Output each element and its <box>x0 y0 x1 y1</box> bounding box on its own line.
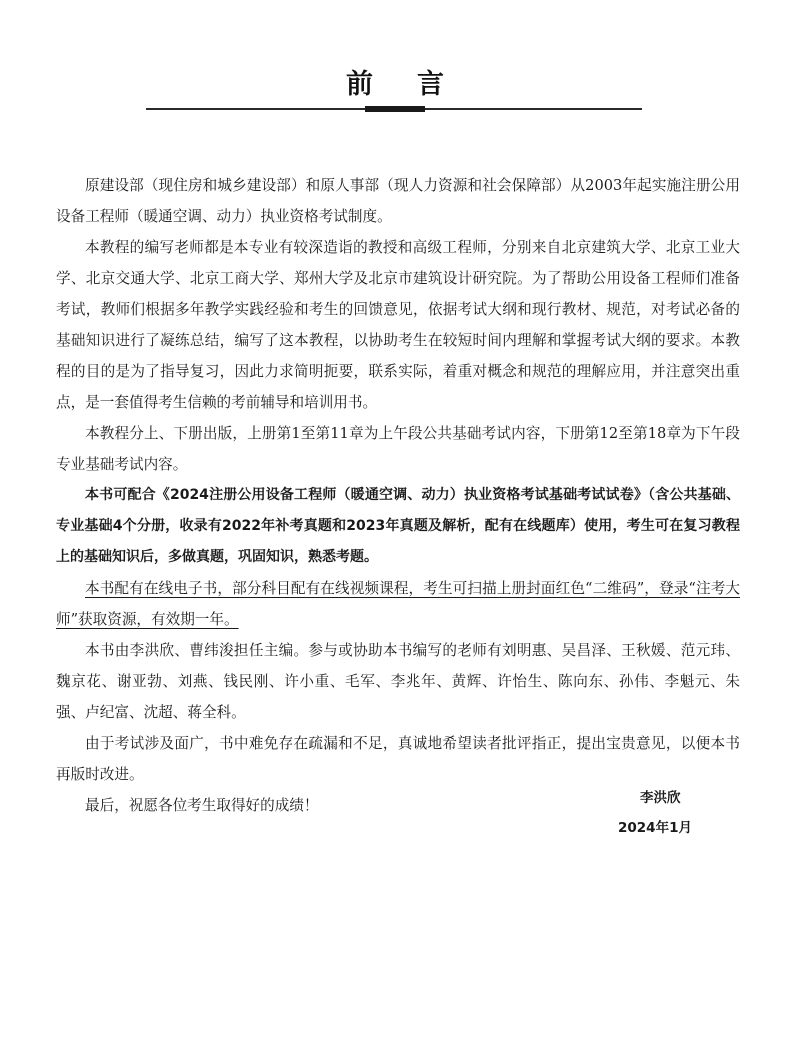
paragraph-feedback: 由于考试涉及面广，书中难免存在疏漏和不足，真诚地希望读者批评指正，提出宝贵意见，以便本书再版时改进。 <box>56 735 740 783</box>
paragraph-authors: 本教程的编写老师都是本专业有较深造诣的教授和高级工程师，分别来自北京建筑大学、北京工业大学、北京交通大学、北京工商大学、郑州大学及北京市建筑设计研究院。为了帮助公用设备工程师们准备考试，教师们根据多年教学实践经验和考生的回馈意见，依据考试大纲和现行教材、规范，对考试必备的基础知识进行了凝练总结，编写了这本教程，以协助考生在较短时间内理解和掌握考试大纲的要求。本教程的目的是为了指导复习，因此力求简明扼要，联系实际，着重对概念和规范的理解应用，并注意突出重点，是一套值得考生信赖的考前辅导和培训用书。 <box>56 239 740 411</box>
signature-date: 2024年1月 <box>618 820 692 836</box>
paragraph-volumes: 本教程分上、下册出版，上册第1至第11章为上午段公共基础考试内容，下册第12至第18章为下午段专业基础考试内容。 <box>56 425 740 473</box>
paragraph-companion-book: 本书可配合《2024注册公用设备工程师（暖通空调、动力）执业资格考试基础考试试卷》（含公共基础、专业基础4个分册，收录有2022年补考真题和2023年真题及解析，配有在线题库）使用，考生可在复习教程上的基础知识后，多做真题，巩固知识，熟悉考题。 <box>56 487 740 565</box>
signature-name: 李洪欣 <box>640 790 681 806</box>
paragraph-history: 原建设部（现住房和城乡建设部）和原人事部（现人力资源和社会保障部）从2003年起实施注册公用设备工程师（暖通空调、动力）执业资格考试制度。 <box>56 177 740 225</box>
online-resources-text: 本书配有在线电子书，部分科目配有在线视频课程，考生可扫描上册封面红色“二维码”，登录“注考大师”获取资源，有效期一年。 <box>56 580 740 628</box>
paragraph-closing: 最后，祝愿各位考生取得好的成绩！ <box>85 797 319 814</box>
preface-body <box>56 170 740 821</box>
paragraph-online-resources <box>56 573 740 635</box>
page-title: 前言 <box>346 69 488 100</box>
paragraph-editors: 本书由李洪欣、曹纬浚担任主编。参与或协助本书编写的老师有刘明惠、吴昌泽、王秋媛、范元玮、魏京花、谢亚勃、刘燕、钱民刚、许小重、毛军、李兆年、黄辉、许怡生、陈向东、孙伟、李魁元、朱强、卢纪富、沈超、蒋全科。 <box>56 642 740 721</box>
title-divider-accent <box>365 106 425 112</box>
